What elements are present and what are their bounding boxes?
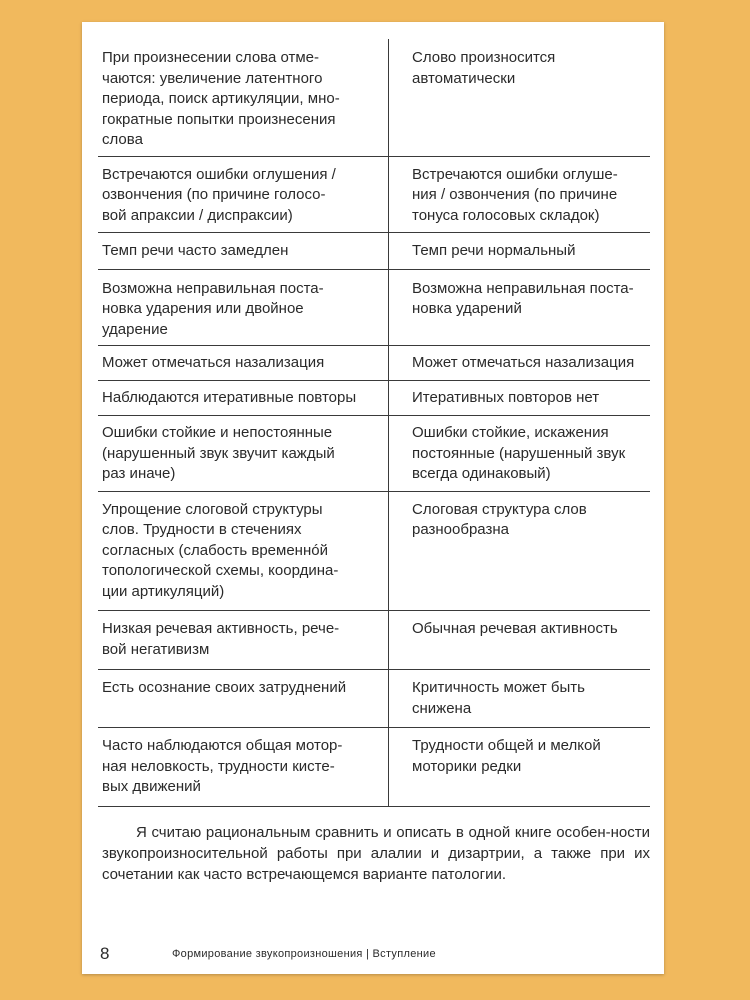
dysarthria-cell [389,156,651,233]
alalia-cell [98,269,389,346]
alalia-cell [98,611,389,670]
comparison-table [98,39,650,807]
alalia-cell [98,346,389,381]
alalia-cell [98,728,389,807]
cell-text: Ошибки стойкие и непостоянные (нарушенный звук звучит каждый раз иначе) [102,424,335,482]
cell-text: Критичность может быть снижена [412,679,585,717]
cell-text: Темп речи часто замедлен [102,242,289,259]
cell-text: Темп речи нормальный [412,242,576,259]
cell-text: Часто наблюдаются общая мотор- ная неловкость, трудности кисте- вых движений [102,737,343,795]
table-row [98,380,650,416]
page-number: 8 [100,944,110,963]
table-row [98,156,650,233]
alalia-cell [98,39,389,156]
dysarthria-cell [389,233,651,270]
dysarthria-cell [389,380,651,416]
dysarthria-cell [389,728,651,807]
cell-text: Наблюдаются итеративные повторы [102,388,357,406]
alalia-cell [98,491,389,611]
alalia-cell [98,380,389,416]
cell-text: Есть осознание своих затруднений [102,679,347,696]
cell-text: Итеративных повторов нет [412,388,600,406]
cell-text: Встречаются ошибки оглушения / озвончения (по причине голосо- вой апраксии / диспраксии) [102,165,336,224]
table-row [98,39,650,156]
alalia-cell [98,670,389,728]
cell-text: Ошибки стойкие, искажения постоянные (нарушенный звук всегда одинаковый) [412,424,626,482]
cell-text: Слово произносится автоматически [412,49,556,87]
cell-text: Может отмечаться назализация [102,354,325,371]
dysarthria-cell [389,611,651,670]
dysarthria-cell [389,39,651,156]
alalia-cell [98,416,389,492]
cell-text: Может отмечаться назализация [412,354,635,371]
cell-text: Низкая речевая активность, рече- вой негативизм [102,620,340,658]
dysarthria-cell [389,346,651,381]
cell-text: Встречаются ошибки оглуше- ния / озвончения (по причине тонуса голосовых складок) [412,165,618,224]
dysarthria-cell [389,269,651,346]
cell-text: Возможна неправильная поста- новка ударения или двойное ударение [102,279,324,338]
running-head: Формирование звукопроизношения | Вступление [172,948,436,960]
cell-text: При произнесении слова отме- чаются: увеличение латентного периода, поиск артикуляции, мно- гократные попытки произнесения слова [102,49,340,148]
cell-text: Возможна неправильная поста- новка ударений [412,279,634,317]
alalia-cell [98,156,389,233]
book-page [82,22,664,974]
cell-text: Обычная речевая активность [412,620,618,637]
dysarthria-cell [389,416,651,492]
table-row [98,611,650,670]
table-row [98,491,650,611]
table-row [98,346,650,381]
dysarthria-cell [389,670,651,728]
table-row [98,670,650,728]
cell-text: Упрощение слоговой структуры слов. Трудности в стечениях согласных (слабость временнóй топологической схемы, координа- ции артикуляций) [102,500,339,600]
cell-text: Трудности общей и мелкой моторики редки [412,737,601,775]
table-row [98,269,650,346]
table-row [98,728,650,807]
table-row [98,233,650,270]
alalia-cell [98,233,389,270]
table-row [98,416,650,492]
cell-text: Слоговая структура слов разнообразна [412,500,587,538]
body-paragraph: Я считаю рациональным сравнить и описать в одной книге особен-ности звукопроизносительной работы при алалии и дизартрии, а также при их сочетании как часто встречающемся варианте патологии. [102,824,650,883]
dysarthria-cell [389,491,651,611]
